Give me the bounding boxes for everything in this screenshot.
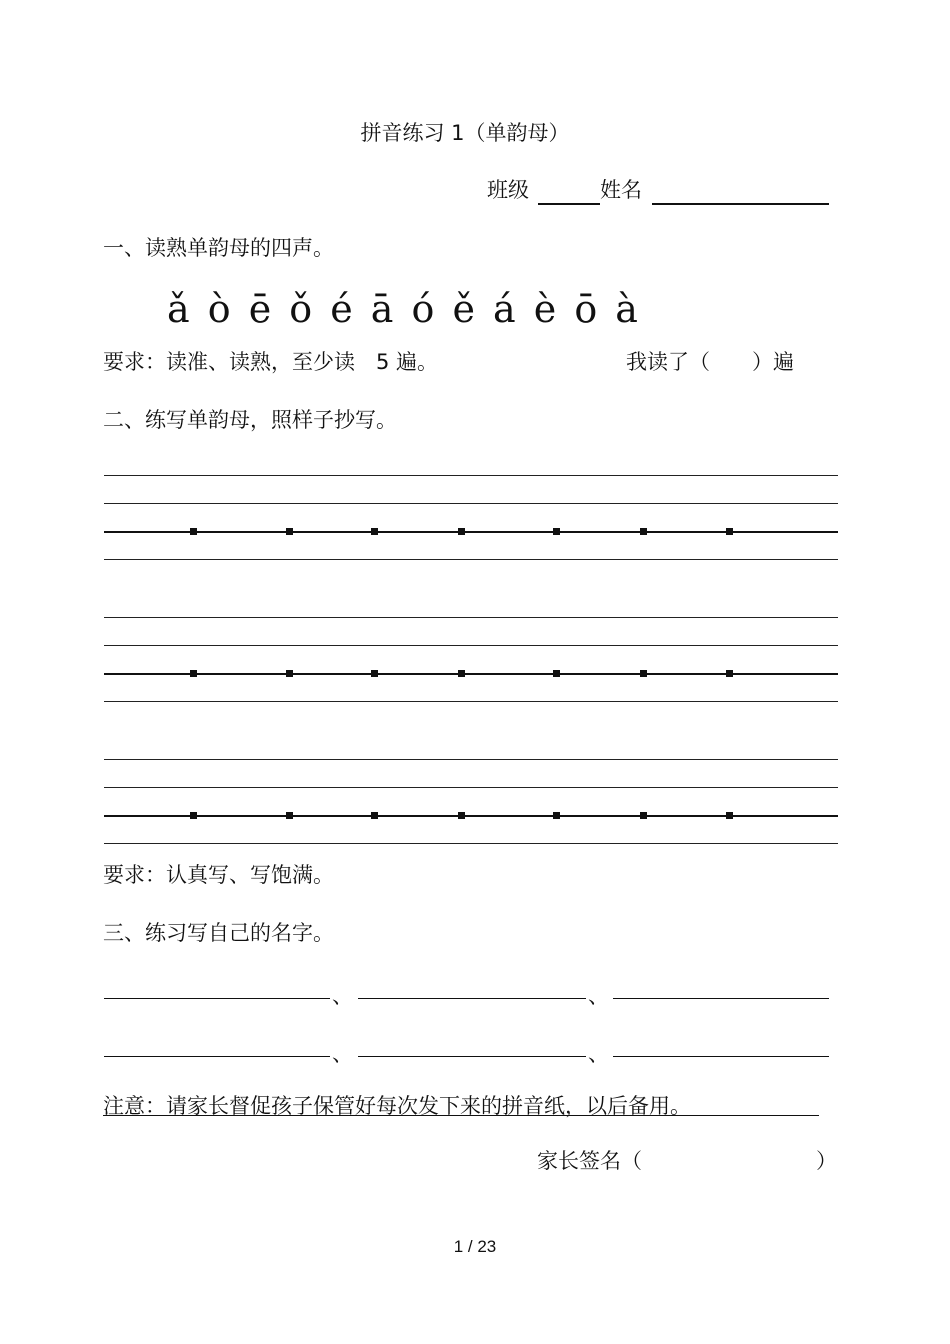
grid-tick-mark [458, 812, 465, 819]
grid-tick-mark [640, 670, 647, 677]
parent-note: 注意：请家长督促孩子保管好每次发下来的拼音纸，以后备用。 [103, 1094, 691, 1118]
grid-line [104, 787, 838, 788]
parent-signature-label[interactable]: 家长签名（ [537, 1149, 642, 1173]
grid-line [104, 645, 838, 646]
note-underline [103, 1115, 819, 1116]
read-count-field[interactable]: 我读了（ ）遍 [626, 350, 794, 374]
grid-tick-mark [286, 670, 293, 677]
grid-tick-mark [190, 812, 197, 819]
name-write-line[interactable] [613, 1056, 829, 1057]
name-write-line[interactable] [358, 998, 586, 999]
grid-line [104, 503, 838, 504]
grid-tick-mark [286, 528, 293, 535]
grid-tick-mark [458, 670, 465, 677]
name-separator: 、 [588, 1042, 609, 1066]
section3-heading: 三、练习写自己的名字。 [103, 921, 334, 945]
name-write-line[interactable] [613, 998, 829, 999]
grid-tick-mark [553, 670, 560, 677]
tone-vowels: ǎ ò ē ǒ é ā ó ě á è ō à [167, 287, 639, 331]
grid-tick-mark [458, 528, 465, 535]
grid-line [104, 759, 838, 760]
name-write-line[interactable] [104, 1056, 330, 1057]
page-number: 1 / 23 [453, 1237, 497, 1256]
class-label: 班级 [487, 178, 529, 202]
reading-requirement: 要求：读准、读熟，至少读 5 遍。 [103, 350, 439, 374]
grid-line [104, 701, 838, 702]
grid-line [104, 843, 838, 844]
grid-tick-mark [190, 670, 197, 677]
grid-line [104, 559, 838, 560]
class-blank-line[interactable] [538, 203, 600, 205]
parent-signature-close: ） [816, 1149, 837, 1173]
grid-tick-mark [371, 812, 378, 819]
grid-line [104, 617, 838, 618]
grid-tick-mark [286, 812, 293, 819]
name-separator: 、 [332, 1042, 353, 1066]
grid-tick-mark [190, 528, 197, 535]
grid-line [104, 475, 838, 476]
grid-tick-mark [553, 528, 560, 535]
grid-tick-mark [726, 670, 733, 677]
grid-tick-mark [640, 528, 647, 535]
name-write-line[interactable] [358, 1056, 586, 1057]
name-label: 姓名 [600, 178, 642, 202]
grid-tick-mark [640, 812, 647, 819]
page-title: 拼音练习 1（单韵母） [360, 121, 570, 145]
name-blank-line[interactable] [652, 203, 829, 205]
name-write-line[interactable] [104, 998, 330, 999]
section1-heading: 一、读熟单韵母的四声。 [103, 236, 334, 260]
grid-tick-mark [371, 670, 378, 677]
grid-tick-mark [726, 528, 733, 535]
grid-tick-mark [726, 812, 733, 819]
grid-tick-mark [553, 812, 560, 819]
grid-tick-mark [371, 528, 378, 535]
section2-heading: 二、练写单韵母，照样子抄写。 [103, 408, 397, 432]
writing-requirement: 要求：认真写、写饱满。 [103, 863, 334, 887]
name-separator: 、 [588, 984, 609, 1008]
name-separator: 、 [332, 984, 353, 1008]
